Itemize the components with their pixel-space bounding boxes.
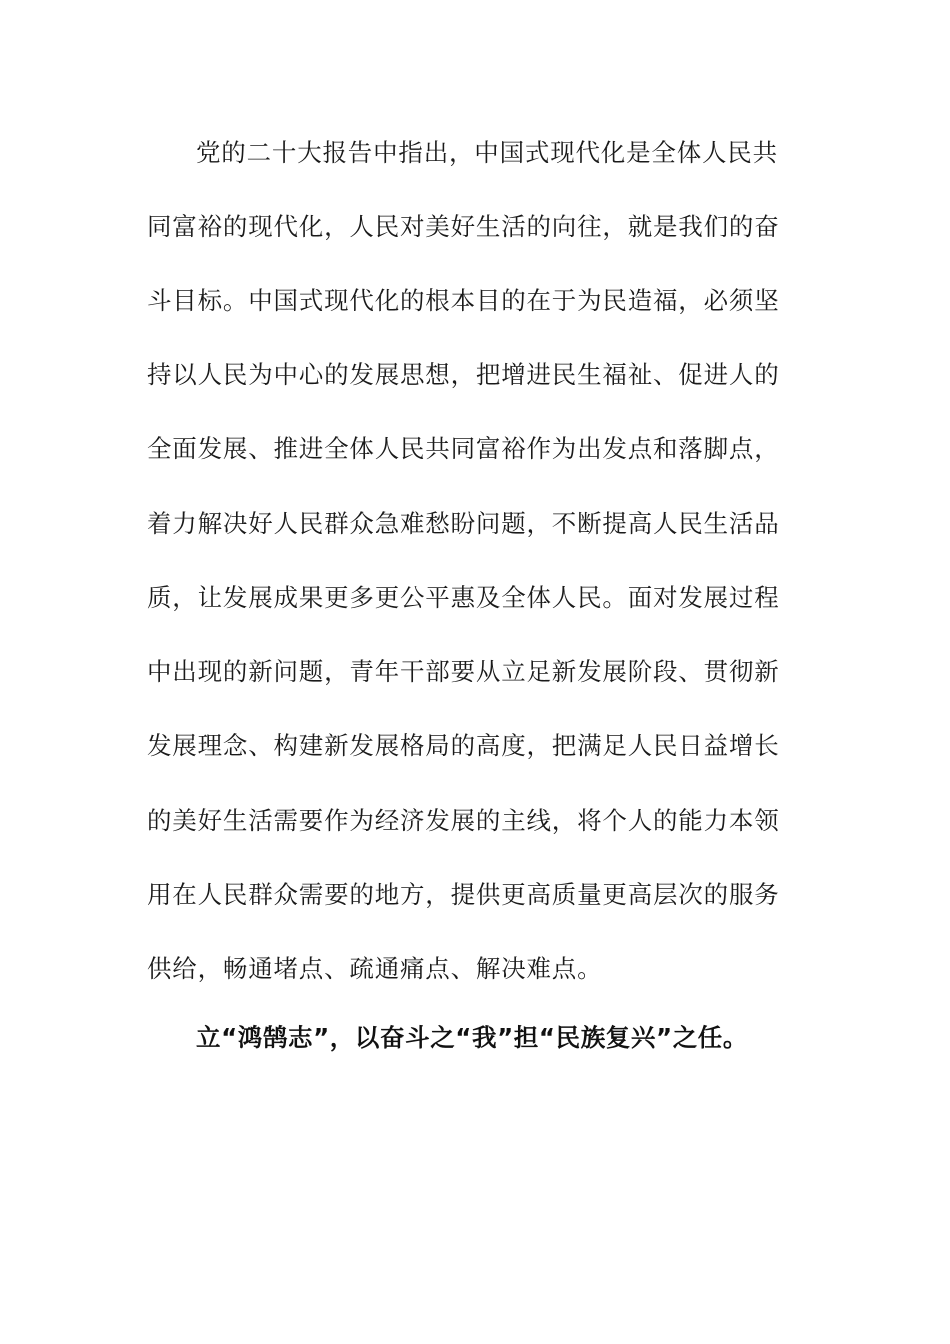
paragraph-line: 全面发展、推进全体人民共同富裕作为出发点和落脚点， [147,434,780,463]
paragraph-line: 用在人民群众需要的地方，提供更高质量更高层次的服务 [147,880,780,909]
paragraph-line: 持以人民为中心的发展思想，把增进民生福祉、促进人的 [147,360,780,389]
paragraph-line: 同富裕的现代化，人民对美好生活的向往，就是我们的奋 [147,212,780,241]
paragraph-line: 党的二十大报告中指出，中国式现代化是全体人民共 [196,138,778,167]
paragraph-line: 着力解决好人民群众急难愁盼问题，不断提高人民生活品 [147,509,780,538]
paragraph-line: 发展理念、构建新发展格局的高度，把满足人民日益增长 [147,731,780,760]
paragraph-line: 质，让发展成果更多更公平惠及全体人民。面对发展过程 [147,583,780,612]
paragraph-line: 中出现的新问题，青年干部要从立足新发展阶段、贯彻新 [147,657,780,686]
paragraph-line: 供给，畅通堵点、疏通痛点、解决难点。 [147,954,603,983]
paragraph-line: 斗目标。中国式现代化的根本目的在于为民造福，必须坚 [147,286,780,315]
section-heading: 立“鸿鹄志”，以奋斗之“我”担“民族复兴”之任。 [196,1023,749,1052]
paragraph-line: 的美好生活需要作为经济发展的主线，将个人的能力本领 [147,806,780,835]
